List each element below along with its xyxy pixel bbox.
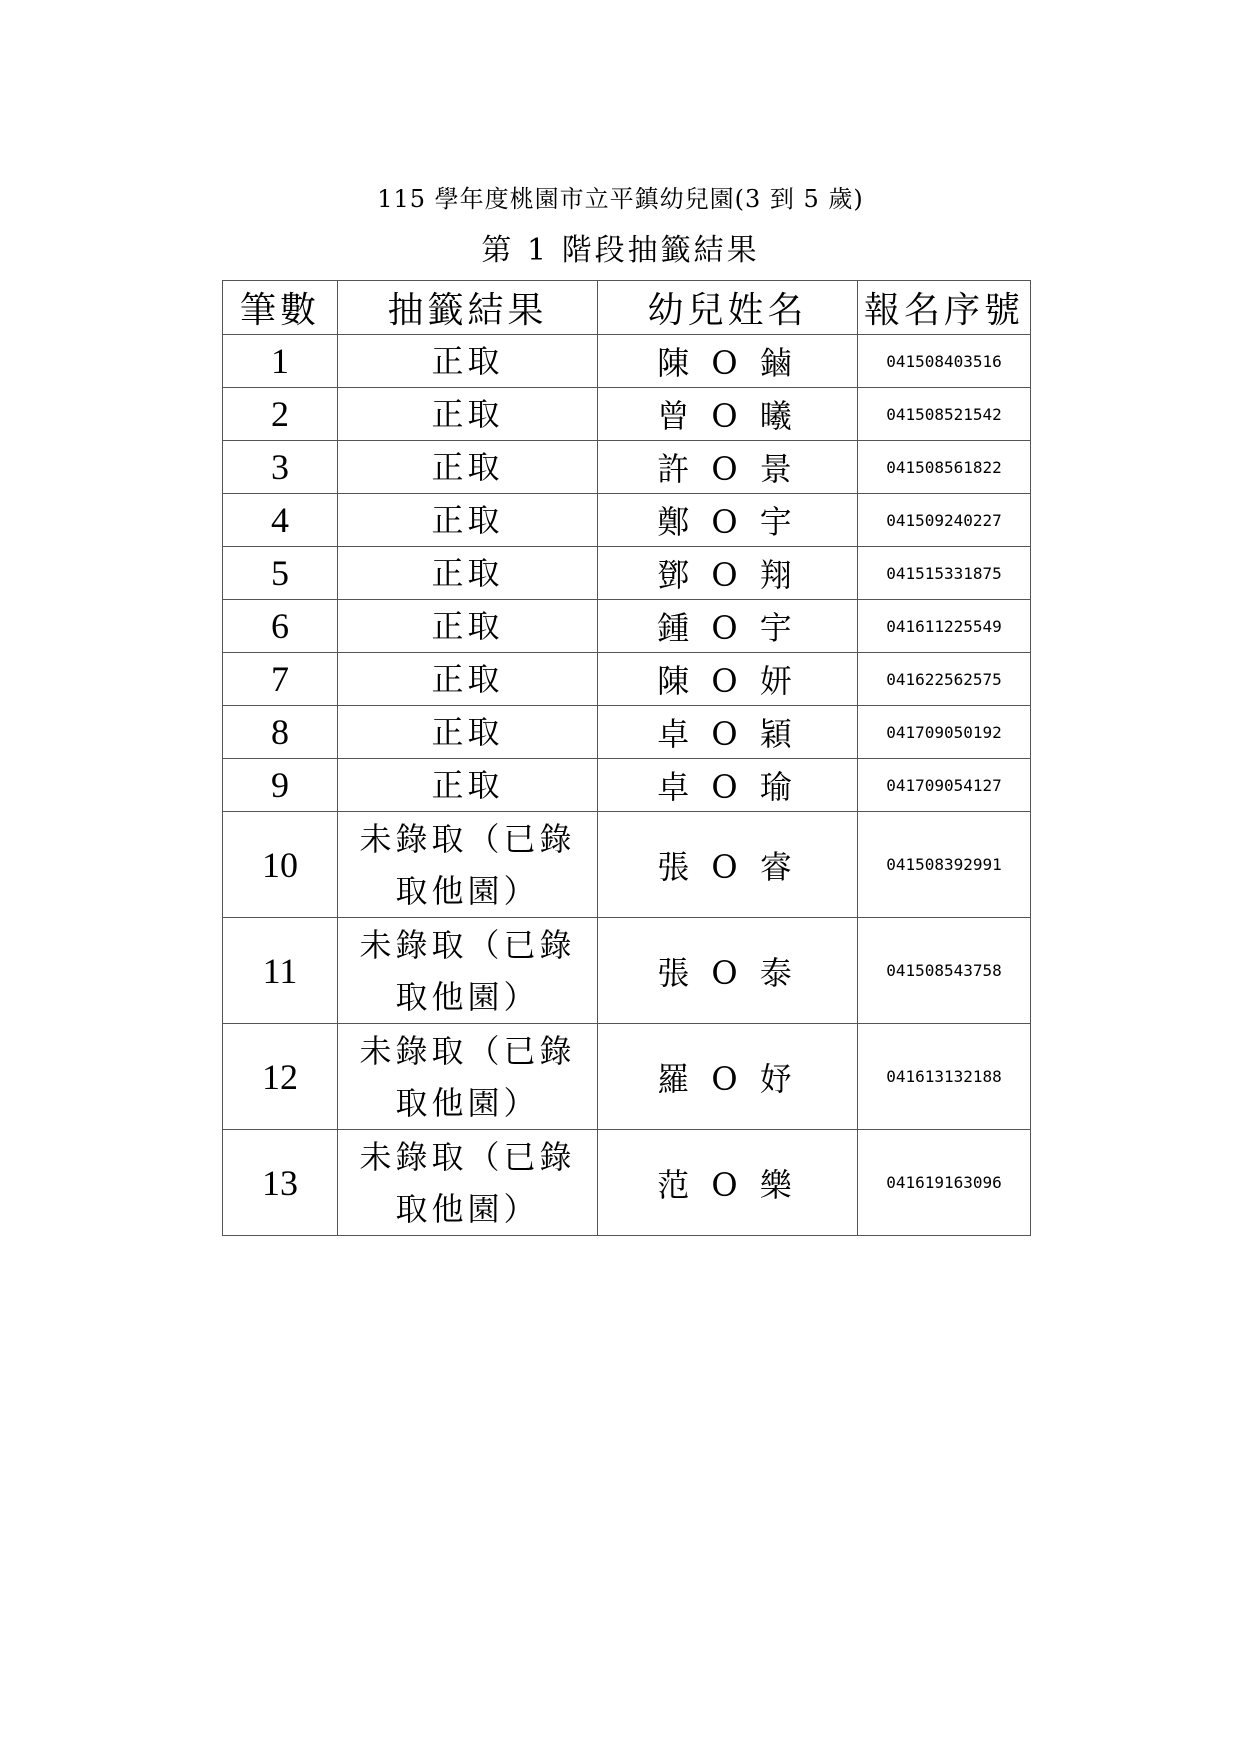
table-header-row	[223, 281, 1031, 335]
row-result	[338, 653, 598, 706]
row-child-name: 張 O 睿	[598, 812, 858, 918]
row-child-name: 鄧 O 翔	[598, 547, 858, 600]
table-row	[223, 494, 1031, 547]
row-number: 2	[223, 388, 338, 441]
row-result	[338, 600, 598, 653]
header-count: 筆數	[223, 281, 338, 335]
row-result-text: 正取	[431, 607, 504, 645]
header-serial: 報名序號	[858, 281, 1031, 335]
row-number: 5	[223, 547, 338, 600]
row-serial: 041508543758	[858, 918, 1031, 1024]
row-number: 11	[223, 918, 338, 1024]
row-child-name: 鄭 O 宇	[598, 494, 858, 547]
row-result	[338, 706, 598, 759]
row-number: 9	[223, 759, 338, 812]
row-result	[338, 388, 598, 441]
row-number: 4	[223, 494, 338, 547]
row-number: 6	[223, 600, 338, 653]
table-body	[223, 335, 1031, 1236]
row-serial: 041508521542	[858, 388, 1031, 441]
document-title: 115 學年度桃園市立平鎮幼兒園(3 到 5 歲)	[377, 185, 864, 213]
row-result	[338, 918, 598, 1024]
row-serial: 041709054127	[858, 759, 1031, 812]
lottery-result-table	[222, 280, 1031, 1236]
row-result	[338, 547, 598, 600]
row-serial: 041611225549	[858, 600, 1031, 653]
row-child-name: 陳 O 妍	[598, 653, 858, 706]
row-result	[338, 494, 598, 547]
row-serial: 041509240227	[858, 494, 1031, 547]
table-row	[223, 547, 1031, 600]
table-row	[223, 441, 1031, 494]
row-result-text: 正取	[431, 395, 504, 433]
row-child-name: 許 O 景	[598, 441, 858, 494]
row-result-text: 未錄取（已錄取他園）	[359, 925, 576, 1016]
row-result-text: 正取	[431, 766, 504, 804]
row-result-text: 正取	[431, 501, 504, 539]
table-row	[223, 388, 1031, 441]
row-serial: 041508403516	[858, 335, 1031, 388]
row-number: 10	[223, 812, 338, 918]
row-result-text: 未錄取（已錄取他園）	[359, 1031, 576, 1122]
header-child-name: 幼兒姓名	[598, 281, 858, 335]
row-child-name: 張 O 泰	[598, 918, 858, 1024]
row-result	[338, 759, 598, 812]
row-result-text: 正取	[431, 342, 504, 380]
row-number: 7	[223, 653, 338, 706]
row-result	[338, 1130, 598, 1236]
row-serial: 041613132188	[858, 1024, 1031, 1130]
row-child-name: 曾 O 曦	[598, 388, 858, 441]
row-child-name: 陳 O 鏀	[598, 335, 858, 388]
row-serial: 041619163096	[858, 1130, 1031, 1236]
table-row	[223, 653, 1031, 706]
table-row	[223, 1130, 1031, 1236]
row-child-name: 卓 O 穎	[598, 706, 858, 759]
table-row	[223, 335, 1031, 388]
row-number: 8	[223, 706, 338, 759]
row-serial: 041622562575	[858, 653, 1031, 706]
row-child-name: 羅 O 妤	[598, 1024, 858, 1130]
row-child-name: 卓 O 瑜	[598, 759, 858, 812]
row-serial: 041709050192	[858, 706, 1031, 759]
row-child-name: 范 O 樂	[598, 1130, 858, 1236]
row-result	[338, 812, 598, 918]
row-result	[338, 441, 598, 494]
row-serial: 041515331875	[858, 547, 1031, 600]
table-row	[223, 918, 1031, 1024]
row-number: 3	[223, 441, 338, 494]
row-result	[338, 335, 598, 388]
table-row	[223, 1024, 1031, 1130]
table-row	[223, 600, 1031, 653]
table-row	[223, 706, 1031, 759]
row-result-text: 正取	[431, 448, 504, 486]
row-result-text: 正取	[431, 713, 504, 751]
row-result-text: 正取	[431, 660, 504, 698]
row-serial: 041508392991	[858, 812, 1031, 918]
table-row	[223, 759, 1031, 812]
row-number: 13	[223, 1130, 338, 1236]
row-result-text: 正取	[431, 554, 504, 592]
table-row	[223, 812, 1031, 918]
row-child-name: 鍾 O 宇	[598, 600, 858, 653]
row-result-text: 未錄取（已錄取他園）	[359, 1137, 576, 1228]
row-number: 1	[223, 335, 338, 388]
row-number: 12	[223, 1024, 338, 1130]
document-subtitle: 第 1 階段抽籤結果	[481, 233, 760, 268]
header-result: 抽籤結果	[338, 281, 598, 335]
row-result	[338, 1024, 598, 1130]
row-result-text: 未錄取（已錄取他園）	[359, 819, 576, 910]
row-serial: 041508561822	[858, 441, 1031, 494]
